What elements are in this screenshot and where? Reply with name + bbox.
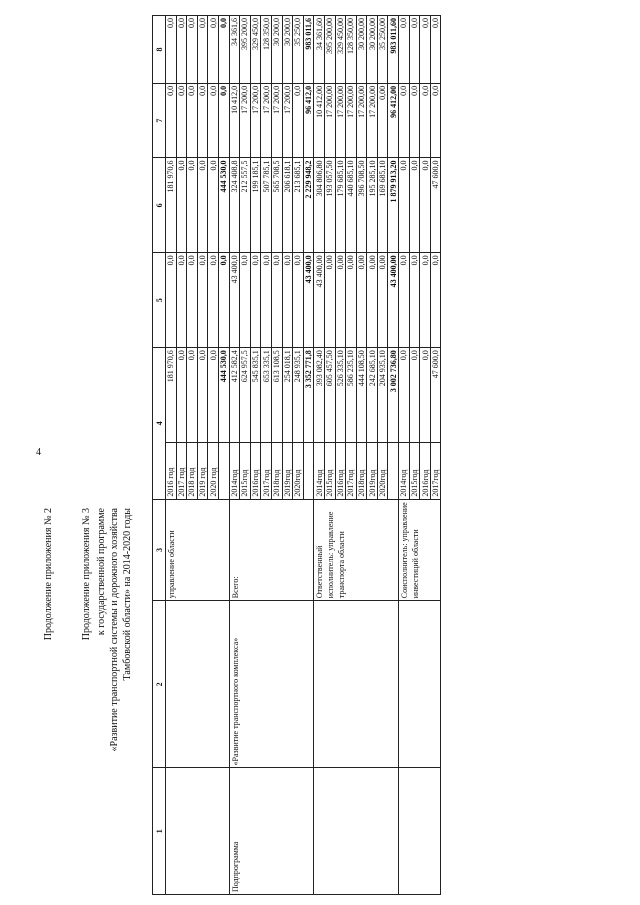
year-cell: 2019 год [197, 443, 208, 499]
value-cell: 0,0 [197, 158, 208, 253]
value-cell: 304 806,80 [314, 158, 325, 253]
year-cell: 2017год [261, 443, 272, 499]
continuation-note: Продолжение приложения № 2 [43, 508, 54, 641]
value-cell: 0,0 [420, 348, 431, 443]
funding-table [152, 15, 441, 895]
column-header: 8 [153, 16, 166, 84]
year-cell: 2020год [377, 443, 388, 499]
year-cell: 2018 год [187, 443, 198, 499]
value-cell: 0,0 [250, 253, 261, 348]
column-header: 4 [153, 348, 166, 499]
value-cell: 0,0 [271, 253, 282, 348]
value-cell: 204 935,10 [377, 348, 388, 443]
value-cell: 193 057,50 [324, 158, 335, 253]
value-cell: 396 708,50 [356, 158, 367, 253]
cell-c1 [314, 768, 399, 895]
value-cell: 444 530,0 [218, 348, 229, 443]
value-cell: 0,0 [187, 83, 198, 158]
year-cell: 2014год [399, 443, 410, 499]
value-cell: 0,0 [187, 253, 198, 348]
value-cell: 248 935,1 [293, 348, 304, 443]
year-cell: 2017год [346, 443, 357, 499]
cell-c3: Ответственный исполнитель: управление транспорта области [314, 499, 399, 601]
year-cell: 2019год [367, 443, 378, 499]
value-cell: 34 361,60 [314, 16, 325, 84]
value-cell: 0,0 [187, 16, 198, 84]
value-cell: 0,0 [409, 348, 420, 443]
value-cell: 35 250,00 [377, 16, 388, 84]
value-cell: 0,0 [176, 158, 187, 253]
value-cell: 169 685,10 [377, 158, 388, 253]
value-cell: 43 400,0 [229, 253, 240, 348]
year-cell: 2017год [430, 443, 441, 499]
value-cell: 0,0 [430, 253, 441, 348]
value-cell: 0,0 [197, 16, 208, 84]
value-cell: 128 350,0 [261, 16, 272, 84]
value-cell: 17 200,00 [324, 83, 335, 158]
year-cell: 2016год [420, 443, 431, 499]
table-row [229, 16, 240, 895]
year-cell: 2019год [282, 443, 293, 499]
value-cell: 0,0 [166, 253, 177, 348]
value-cell: 195 285,10 [367, 158, 378, 253]
value-cell: 34 361,6 [229, 16, 240, 84]
cell-c1: Подпрограмма [229, 768, 314, 895]
cell-c2: «Развитие транспортного комплекса» [229, 601, 314, 768]
value-cell: 212 557,5 [240, 158, 251, 253]
value-cell: 983 011,6 [303, 16, 314, 84]
value-cell: 17 200,0 [250, 83, 261, 158]
table-body [153, 16, 441, 895]
column-header: 2 [153, 601, 166, 768]
value-cell: 624 957,5 [240, 348, 251, 443]
value-cell: 10 412,0 [229, 83, 240, 158]
value-cell: 0,0 [187, 348, 198, 443]
value-cell: 3 352 771,8 [303, 348, 314, 443]
value-cell: 0,0 [218, 253, 229, 348]
value-cell: 395 200,00 [324, 16, 335, 84]
value-cell: 0,0 [282, 253, 293, 348]
table-row [399, 16, 410, 895]
value-cell: 565 708,5 [271, 158, 282, 253]
value-cell: 0,0 [409, 158, 420, 253]
value-cell: 0,0 [166, 83, 177, 158]
value-cell: 10 412,00 [314, 83, 325, 158]
value-cell: 0,0 [420, 16, 431, 84]
value-cell: 653 335,1 [261, 348, 272, 443]
value-cell: 0,0 [399, 253, 410, 348]
year-cell [218, 443, 229, 499]
value-cell: 0,0 [187, 158, 198, 253]
value-cell: 30 200,0 [271, 16, 282, 84]
year-cell: 2017 год [176, 443, 187, 499]
value-cell: 17 200,0 [282, 83, 293, 158]
annex-title: Продолжение приложения № 3 [81, 508, 92, 641]
value-cell: 545 835,1 [250, 348, 261, 443]
value-cell: 213 685,1 [293, 158, 304, 253]
column-header: 5 [153, 253, 166, 348]
value-cell: 0,0 [197, 83, 208, 158]
value-cell: 30 200,00 [356, 16, 367, 84]
value-cell: 0,0 [240, 253, 251, 348]
value-cell: 206 618,1 [282, 158, 293, 253]
value-cell: 0,0 [293, 83, 304, 158]
value-cell: 0,0 [176, 16, 187, 84]
value-cell: 1 879 913,20 [388, 158, 399, 253]
value-cell: 0,00 [335, 253, 346, 348]
cell-c2 [399, 601, 441, 768]
cell-c3: Всего: [229, 499, 314, 601]
value-cell: 329 450,0 [250, 16, 261, 84]
cell-c3: Соисполнитель: управление инвестиций области [399, 499, 441, 601]
value-cell: 43 400,0 [303, 253, 314, 348]
value-cell: 17 200,00 [356, 83, 367, 158]
cell-c3: управление области [166, 499, 230, 601]
cell-c2 [166, 601, 230, 768]
value-cell: 0,0 [399, 83, 410, 158]
value-cell: 0,0 [409, 253, 420, 348]
column-header: 3 [153, 499, 166, 601]
value-cell: 3 002 736,80 [388, 348, 399, 443]
year-cell: 2018год [271, 443, 282, 499]
value-cell: 0,0 [409, 16, 420, 84]
value-cell: 0,0 [208, 158, 219, 253]
value-cell: 0,0 [430, 16, 441, 84]
value-cell: 30 200,00 [367, 16, 378, 84]
value-cell: 17 200,0 [240, 83, 251, 158]
value-cell: 0,0 [409, 83, 420, 158]
value-cell: 0,0 [420, 253, 431, 348]
value-cell: 0,0 [176, 253, 187, 348]
value-cell: 0,0 [197, 253, 208, 348]
program-name: «Развитие транспортной системы и дорожного хозяйства [109, 508, 120, 752]
value-cell: 0,00 [356, 253, 367, 348]
value-cell: 393 082,40 [314, 348, 325, 443]
header-row [153, 16, 166, 895]
value-cell: 30 200,0 [282, 16, 293, 84]
value-cell: 0,0 [208, 348, 219, 443]
value-cell: 2 229 948,2 [303, 158, 314, 253]
value-cell: 17 200,0 [261, 83, 272, 158]
value-cell: 179 685,10 [335, 158, 346, 253]
year-cell: 2015год [409, 443, 420, 499]
value-cell: 47 600,0 [430, 348, 441, 443]
year-cell [303, 443, 314, 499]
value-cell: 0,0 [208, 83, 219, 158]
value-cell: 0,0 [430, 83, 441, 158]
column-header: 7 [153, 83, 166, 158]
value-cell: 17 200,00 [346, 83, 357, 158]
table-row [314, 16, 325, 895]
value-cell: 0,0 [261, 253, 272, 348]
cell-c1 [166, 768, 230, 895]
value-cell: 43 400,00 [314, 253, 325, 348]
value-cell: 507 785,1 [261, 158, 272, 253]
value-cell: 0,0 [166, 16, 177, 84]
value-cell: 181 970,6 [166, 348, 177, 443]
value-cell: 0,0 [420, 158, 431, 253]
value-cell: 35 250,0 [293, 16, 304, 84]
value-cell: 0,0 [208, 16, 219, 84]
value-cell: 254 018,1 [282, 348, 293, 443]
year-cell: 2014год [314, 443, 325, 499]
value-cell: 181 970,6 [166, 158, 177, 253]
value-cell: 0,0 [420, 83, 431, 158]
year-cell [388, 443, 399, 499]
value-cell: 0,0 [293, 253, 304, 348]
value-cell: 0,0 [218, 83, 229, 158]
value-cell: 0,0 [399, 158, 410, 253]
value-cell: 586 235,10 [346, 348, 357, 443]
cell-c2 [314, 601, 399, 768]
value-cell: 0,0 [176, 348, 187, 443]
value-cell: 128 350,00 [346, 16, 357, 84]
value-cell: 412 582,4 [229, 348, 240, 443]
value-cell: 0,0 [218, 16, 229, 84]
value-cell: 47 600,0 [430, 158, 441, 253]
value-cell: 0,0 [176, 83, 187, 158]
year-cell: 2015год [240, 443, 251, 499]
value-cell: 17 200,0 [271, 83, 282, 158]
value-cell: 613 108,5 [271, 348, 282, 443]
cell-c1 [399, 768, 441, 895]
annex-subtitle: к государственной программе [96, 508, 107, 636]
year-cell: 2020год [293, 443, 304, 499]
value-cell: 0,00 [367, 253, 378, 348]
year-cell: 2018год [356, 443, 367, 499]
column-header: 1 [153, 768, 166, 895]
value-cell: 324 408,8 [229, 158, 240, 253]
table-row [166, 16, 177, 895]
value-cell: 983 011,60 [388, 16, 399, 84]
value-cell: 0,00 [346, 253, 357, 348]
year-cell: 2015год [324, 443, 335, 499]
value-cell: 605 457,50 [324, 348, 335, 443]
value-cell: 199 185,1 [250, 158, 261, 253]
year-cell: 2020 год [208, 443, 219, 499]
value-cell: 0,0 [399, 348, 410, 443]
year-cell: 2016год [250, 443, 261, 499]
program-period: Тамбовской области» на 2014-2020 годы [122, 508, 133, 681]
value-cell: 0,0 [197, 348, 208, 443]
value-cell: 526 335,10 [335, 348, 346, 443]
value-cell: 0,0 [208, 253, 219, 348]
year-cell: 2014год [229, 443, 240, 499]
value-cell: 0,00 [377, 253, 388, 348]
year-cell: 2016год [335, 443, 346, 499]
page-number: 4 [36, 447, 41, 458]
year-cell: 2016 год [166, 443, 177, 499]
value-cell: 395 200,0 [240, 16, 251, 84]
value-cell: 444 530,0 [218, 158, 229, 253]
value-cell: 17 200,00 [367, 83, 378, 158]
value-cell: 96 412,0 [303, 83, 314, 158]
value-cell: 0,00 [324, 253, 335, 348]
column-header: 6 [153, 158, 166, 253]
value-cell: 329 450,00 [335, 16, 346, 84]
value-cell: 0,0 [399, 16, 410, 84]
value-cell: 0,00 [377, 83, 388, 158]
value-cell: 440 685,10 [346, 158, 357, 253]
value-cell: 242 685,10 [367, 348, 378, 443]
value-cell: 17 200,00 [335, 83, 346, 158]
value-cell: 43 400,00 [388, 253, 399, 348]
value-cell: 444 108,50 [356, 348, 367, 443]
value-cell: 96 412,00 [388, 83, 399, 158]
